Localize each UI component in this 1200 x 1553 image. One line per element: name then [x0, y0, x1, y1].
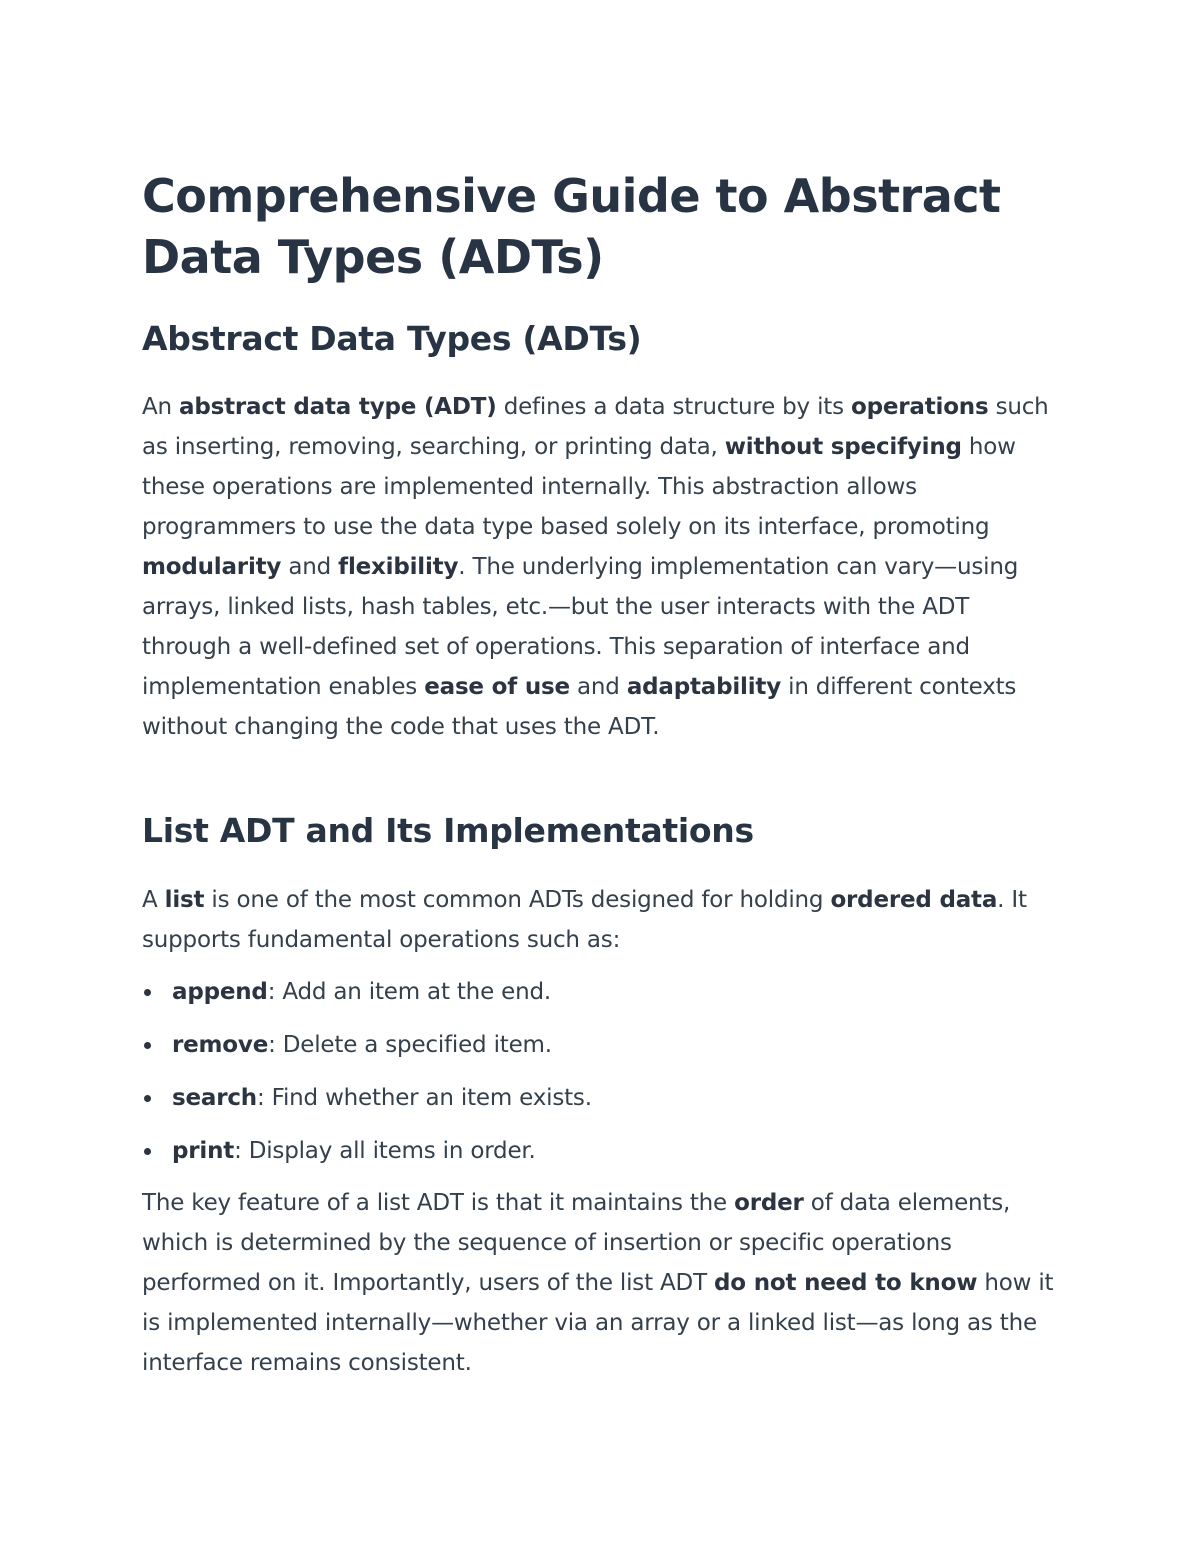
text-span: how it is implemented internally—whether via an array or a linked list—as long as the interface remains consistent.: [142, 1270, 1054, 1376]
text-span: The key feature of a list ADT is that it maintains the: [142, 1190, 735, 1216]
document-title: Comprehensive Guide to Abstract Data Types (ADTs): [142, 169, 1001, 284]
text-span: An: [142, 394, 180, 420]
operation-name: remove: [172, 1032, 269, 1058]
text-span: of data elements, which is determined by the sequence of insertion or specific operations performed on it. Importantly, users of the list ADT: [142, 1190, 1011, 1296]
text-span: is one of the most common ADTs designed for holding: [204, 887, 831, 913]
bullet-icon: [144, 1148, 151, 1155]
text-span: how these operations are implemented internally. This abstraction allows programmers to use the data type based solely on its interface, promoting: [142, 434, 1016, 540]
section-heading-adt: Abstract Data Types (ADTs): [142, 319, 642, 358]
operations-list: [142, 972, 1062, 1184]
text-span: A: [142, 887, 165, 913]
adt-definition-paragraph: [142, 387, 1062, 747]
bold-term: ease of use: [424, 674, 570, 700]
list-intro-paragraph: [142, 880, 1062, 960]
list-item: [142, 972, 1062, 1025]
list-item: [142, 1131, 1062, 1184]
bullet-icon: [144, 989, 151, 996]
operation-desc: : Add an item at the end.: [267, 979, 551, 1005]
text-span: such as inserting, removing, searching, or printing data,: [142, 394, 1049, 460]
bullet-icon: [144, 1042, 151, 1049]
list-item: [142, 1025, 1062, 1078]
bold-term: ordered data: [830, 887, 998, 913]
bold-term: flexibility: [338, 554, 459, 580]
text-span: defines a data structure by its: [496, 394, 851, 420]
operation-desc: : Delete a specified item.: [268, 1032, 552, 1058]
operation-name: print: [172, 1138, 235, 1164]
operation-desc: : Find whether an item exists.: [256, 1085, 592, 1111]
text-span: and: [569, 674, 627, 700]
list-item: [142, 1078, 1062, 1131]
operation-desc: : Display all items in order.: [234, 1138, 536, 1164]
bold-term: adaptability: [626, 674, 782, 700]
bold-term: modularity: [142, 554, 282, 580]
bold-term: order: [734, 1190, 804, 1216]
bold-term: operations: [850, 394, 989, 420]
section-heading-list-adt: List ADT and Its Implementations: [142, 811, 754, 850]
text-span: . It supports fundamental operations such as:: [142, 887, 1027, 953]
text-span: in different contexts without changing the code that uses the ADT.: [142, 674, 1017, 740]
bold-term: list: [164, 887, 205, 913]
list-order-paragraph: [142, 1183, 1062, 1383]
bullet-icon: [144, 1095, 151, 1102]
text-span: and: [281, 554, 339, 580]
text-span: . The underlying implementation can vary—using arrays, linked lists, hash tables, etc.—but the user interacts with the ADT through a well-defined set of operations. This separation of interface and implementation enables: [142, 554, 1019, 700]
bold-term: without specifying: [724, 434, 962, 460]
bold-term: do not need to know: [714, 1270, 978, 1296]
bold-term: abstract data type (ADT): [179, 394, 497, 420]
operation-name: append: [172, 979, 268, 1005]
operation-name: search: [172, 1085, 257, 1111]
